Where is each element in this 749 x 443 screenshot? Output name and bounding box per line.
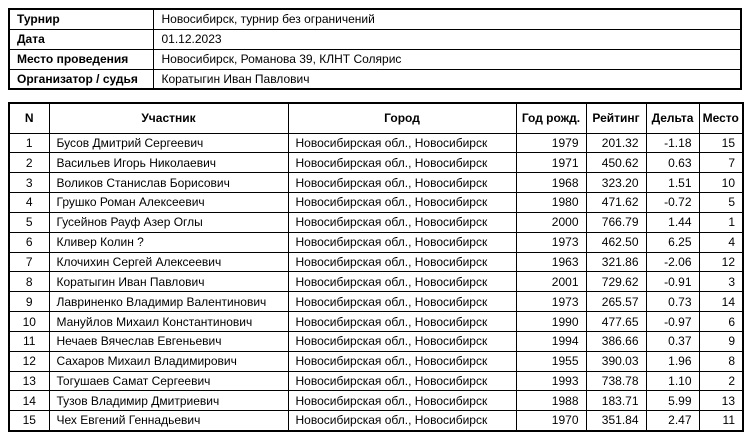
cell-delta: -0.72	[646, 193, 699, 213]
table-row	[9, 411, 743, 431]
tournament-info-body	[9, 9, 741, 89]
cell-birth-year: 1980	[516, 193, 586, 213]
info-row-label: Организатор / судья	[9, 69, 153, 89]
column-header: Год рожд.	[516, 103, 586, 133]
cell-n: 4	[9, 193, 49, 213]
cell-place: 11	[699, 411, 743, 431]
cell-birth-year: 1988	[516, 391, 586, 411]
results-body	[9, 133, 743, 431]
cell-birth-year: 1963	[516, 252, 586, 272]
cell-birth-year: 1990	[516, 312, 586, 332]
cell-participant: Тузов Владимир Дмитриевич	[49, 391, 288, 411]
cell-participant: Грушко Роман Алексеевич	[49, 193, 288, 213]
cell-place: 2	[699, 371, 743, 391]
table-row	[9, 173, 743, 193]
cell-delta: 1.44	[646, 212, 699, 232]
cell-place: 9	[699, 331, 743, 351]
cell-city: Новосибирская обл., Новосибирск	[288, 212, 516, 232]
cell-rating: 462.50	[586, 232, 646, 252]
cell-participant: Мануйлов Михаил Константинович	[49, 312, 288, 332]
cell-city: Новосибирская обл., Новосибирск	[288, 411, 516, 431]
cell-participant: Сахаров Михаил Владимирович	[49, 351, 288, 371]
table-row	[9, 193, 743, 213]
info-row	[9, 49, 741, 69]
table-row	[9, 391, 743, 411]
cell-birth-year: 1968	[516, 173, 586, 193]
table-row	[9, 272, 743, 292]
cell-n: 5	[9, 212, 49, 232]
table-row	[9, 212, 743, 232]
cell-participant: Кливер Колин ?	[49, 232, 288, 252]
column-header: Дельта	[646, 103, 699, 133]
cell-rating: 265.57	[586, 292, 646, 312]
cell-rating: 323.20	[586, 173, 646, 193]
cell-rating: 471.62	[586, 193, 646, 213]
cell-delta: 1.51	[646, 173, 699, 193]
table-row	[9, 351, 743, 371]
cell-place: 1	[699, 212, 743, 232]
cell-n: 12	[9, 351, 49, 371]
cell-rating: 729.62	[586, 272, 646, 292]
cell-place: 15	[699, 133, 743, 153]
cell-city: Новосибирская обл., Новосибирск	[288, 232, 516, 252]
cell-participant: Лавриненко Владимир Валентинович	[49, 292, 288, 312]
results-header-row	[9, 103, 743, 133]
cell-rating: 738.78	[586, 371, 646, 391]
cell-birth-year: 1971	[516, 153, 586, 173]
info-row-value: Коратыгин Иван Павлович	[153, 69, 741, 89]
cell-birth-year: 1993	[516, 371, 586, 391]
cell-n: 14	[9, 391, 49, 411]
tournament-info-table	[8, 8, 742, 90]
cell-participant: Гусейнов Рауф Азер Оглы	[49, 212, 288, 232]
cell-birth-year: 2000	[516, 212, 586, 232]
cell-birth-year: 1994	[516, 331, 586, 351]
cell-delta: 0.73	[646, 292, 699, 312]
cell-rating: 390.03	[586, 351, 646, 371]
cell-city: Новосибирская обл., Новосибирск	[288, 292, 516, 312]
cell-participant: Бусов Дмитрий Сергеевич	[49, 133, 288, 153]
column-header: Участник	[49, 103, 288, 133]
cell-delta: 6.25	[646, 232, 699, 252]
cell-city: Новосибирская обл., Новосибирск	[288, 312, 516, 332]
info-row-value: Новосибирск, Романова 39, КЛНТ Солярис	[153, 49, 741, 69]
cell-n: 3	[9, 173, 49, 193]
cell-city: Новосибирская обл., Новосибирск	[288, 133, 516, 153]
cell-participant: Клочихин Сергей Алексеевич	[49, 252, 288, 272]
cell-birth-year: 2001	[516, 272, 586, 292]
cell-place: 4	[699, 232, 743, 252]
cell-delta: 1.10	[646, 371, 699, 391]
cell-participant: Васильев Игорь Николаевич	[49, 153, 288, 173]
column-header: N	[9, 103, 49, 133]
table-row	[9, 252, 743, 272]
cell-place: 14	[699, 292, 743, 312]
cell-place: 8	[699, 351, 743, 371]
info-row-label: Турнир	[9, 9, 153, 29]
cell-n: 8	[9, 272, 49, 292]
cell-city: Новосибирская обл., Новосибирск	[288, 391, 516, 411]
cell-n: 13	[9, 371, 49, 391]
cell-participant: Нечаев Вячеслав Евгеньевич	[49, 331, 288, 351]
cell-rating: 386.66	[586, 331, 646, 351]
cell-rating: 766.79	[586, 212, 646, 232]
table-row	[9, 371, 743, 391]
column-header: Город	[288, 103, 516, 133]
table-row	[9, 153, 743, 173]
column-header: Рейтинг	[586, 103, 646, 133]
cell-participant: Воликов Станислав Борисович	[49, 173, 288, 193]
cell-place: 13	[699, 391, 743, 411]
info-row	[9, 9, 741, 29]
cell-n: 9	[9, 292, 49, 312]
cell-delta: 1.96	[646, 351, 699, 371]
info-row-value: Новосибирск, турнир без ограничений	[153, 9, 741, 29]
cell-rating: 201.32	[586, 133, 646, 153]
cell-birth-year: 1979	[516, 133, 586, 153]
cell-n: 6	[9, 232, 49, 252]
cell-birth-year: 1970	[516, 411, 586, 431]
cell-n: 11	[9, 331, 49, 351]
table-row	[9, 292, 743, 312]
cell-city: Новосибирская обл., Новосибирск	[288, 173, 516, 193]
cell-city: Новосибирская обл., Новосибирск	[288, 351, 516, 371]
cell-city: Новосибирская обл., Новосибирск	[288, 193, 516, 213]
cell-delta: -1.18	[646, 133, 699, 153]
results-table	[8, 102, 744, 432]
cell-rating: 450.62	[586, 153, 646, 173]
cell-city: Новосибирская обл., Новосибирск	[288, 272, 516, 292]
info-row-value: 01.12.2023	[153, 29, 741, 49]
cell-city: Новосибирская обл., Новосибирск	[288, 331, 516, 351]
cell-rating: 351.84	[586, 411, 646, 431]
cell-n: 15	[9, 411, 49, 431]
cell-place: 12	[699, 252, 743, 272]
cell-delta: 0.63	[646, 153, 699, 173]
info-row-label: Дата	[9, 29, 153, 49]
cell-place: 5	[699, 193, 743, 213]
table-row	[9, 312, 743, 332]
cell-participant: Чех Евгений Геннадьевич	[49, 411, 288, 431]
table-row	[9, 331, 743, 351]
cell-city: Новосибирская обл., Новосибирск	[288, 252, 516, 272]
cell-place: 10	[699, 173, 743, 193]
column-header: Место	[699, 103, 743, 133]
cell-city: Новосибирская обл., Новосибирск	[288, 153, 516, 173]
cell-place: 3	[699, 272, 743, 292]
cell-participant: Коратыгин Иван Павлович	[49, 272, 288, 292]
cell-rating: 183.71	[586, 391, 646, 411]
cell-birth-year: 1973	[516, 292, 586, 312]
cell-birth-year: 1955	[516, 351, 586, 371]
table-row	[9, 133, 743, 153]
cell-rating: 321.86	[586, 252, 646, 272]
info-row-label: Место проведения	[9, 49, 153, 69]
cell-place: 7	[699, 153, 743, 173]
cell-delta: 5.99	[646, 391, 699, 411]
cell-n: 1	[9, 133, 49, 153]
cell-n: 10	[9, 312, 49, 332]
cell-delta: 0.37	[646, 331, 699, 351]
cell-delta: -0.97	[646, 312, 699, 332]
cell-n: 2	[9, 153, 49, 173]
cell-participant: Тогушаев Самат Сергеевич	[49, 371, 288, 391]
cell-delta: -0.91	[646, 272, 699, 292]
cell-rating: 477.65	[586, 312, 646, 332]
cell-delta: 2.47	[646, 411, 699, 431]
cell-city: Новосибирская обл., Новосибирск	[288, 371, 516, 391]
info-row	[9, 29, 741, 49]
info-row	[9, 69, 741, 89]
cell-place: 6	[699, 312, 743, 332]
cell-n: 7	[9, 252, 49, 272]
cell-delta: -2.06	[646, 252, 699, 272]
table-row	[9, 232, 743, 252]
cell-birth-year: 1973	[516, 232, 586, 252]
